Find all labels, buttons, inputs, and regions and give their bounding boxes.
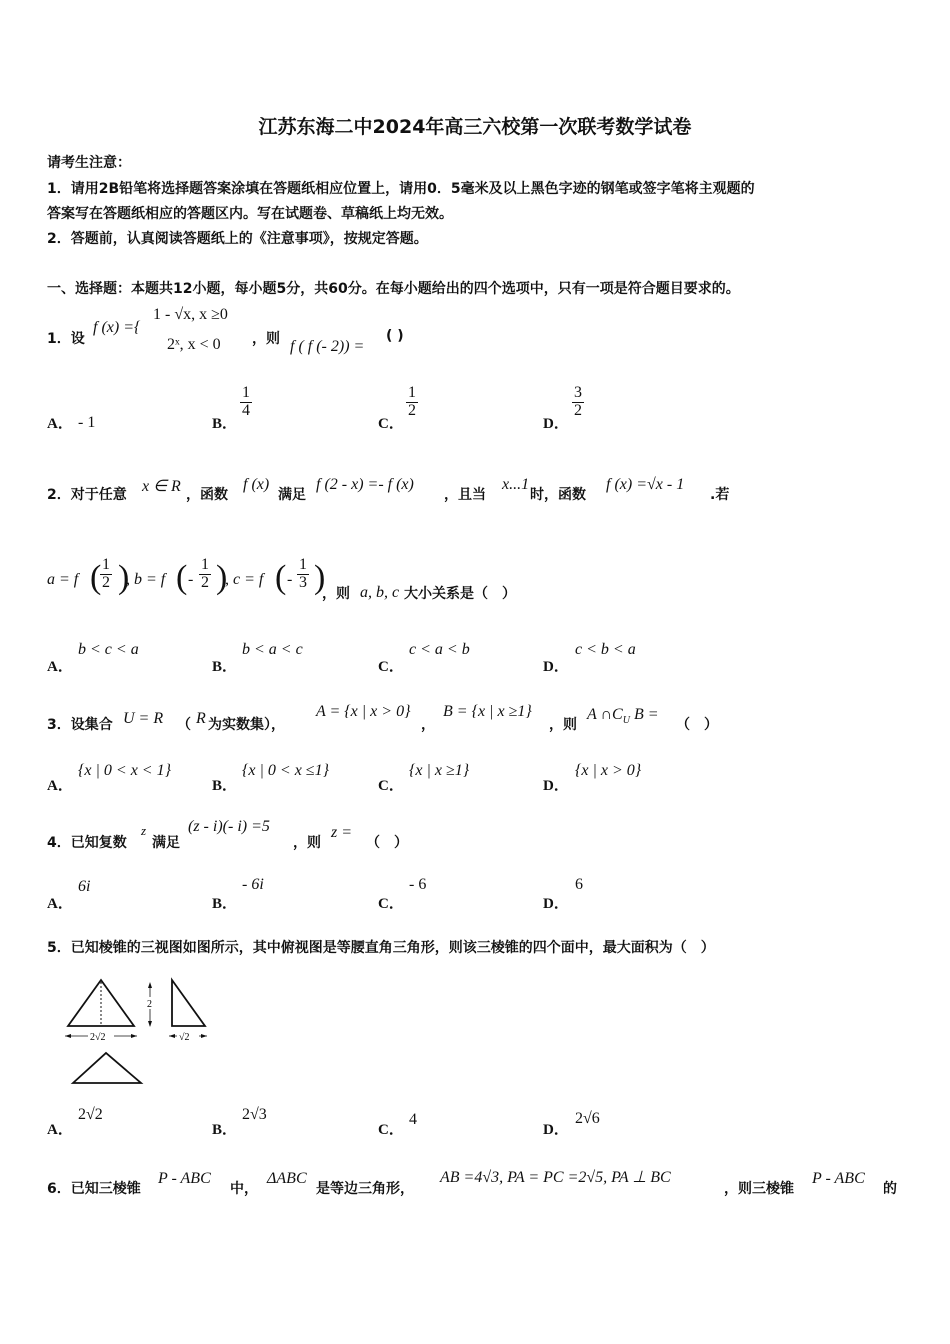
q2-option-c-letter: C． — [378, 659, 404, 675]
q1-option-d: $\frac{3}{2}$ — [574, 384, 582, 419]
q6-text-4: 的 — [883, 1181, 897, 1197]
q1-answer-paren: ( ) — [386, 328, 404, 344]
q1-option-c-letter: C． — [378, 416, 404, 432]
q2-text-1: ，函数 — [186, 487, 228, 503]
q2-a-def: a = f — [47, 571, 79, 588]
q4-option-c-letter: C． — [378, 896, 404, 912]
q4-equation: (z - i)(- i) =5 — [188, 818, 270, 835]
q1-option-a-letter: A． — [47, 416, 73, 432]
notice-item-2: 2．答题前，认真阅读答题纸上的《注意事项》，按规定答题。 — [47, 231, 428, 247]
q2-text-3: ，且当 — [444, 487, 486, 503]
q4-z-equals: z = — [331, 824, 353, 841]
q3-text-1: （ — [177, 717, 191, 733]
q1-option-b-letter: B． — [212, 416, 238, 432]
q2-frac-a: $\frac{1}{2}$ — [102, 556, 110, 591]
q1-case-1: 1 - √x, x ≥0 — [153, 306, 228, 323]
q2-domain: x ∈ R — [142, 478, 181, 495]
notice-heading: 请考生注意： — [47, 155, 131, 171]
q2-b-def: , b = f — [126, 571, 166, 588]
q4-option-c: - 6 — [409, 876, 427, 893]
q2-paren-b-open: ( — [176, 559, 188, 596]
top-view-triangle — [73, 1053, 141, 1083]
q2-frac-c: $\frac{1}{3}$ — [299, 556, 307, 591]
q5-option-d: 2√6 — [575, 1110, 600, 1127]
q5-option-a: 2√2 — [78, 1106, 103, 1123]
q3-number: 3．设集合 — [47, 717, 113, 733]
q4-option-a: 6i — [78, 878, 91, 895]
q2-paren-c-open: ( — [275, 559, 287, 596]
q3-set-b: B = {x | x ≥1} — [443, 703, 532, 720]
q2-paren-a-close: ) — [118, 559, 130, 596]
q5-option-c-letter: C． — [378, 1122, 404, 1138]
side-width-label: √2 — [179, 1032, 190, 1043]
q5-option-c: 4 — [409, 1111, 417, 1128]
q1-fx: f (x) ={ — [93, 319, 141, 336]
q2-text-4: 时，函数 — [530, 487, 586, 503]
q3-comma: ， — [421, 717, 435, 733]
q2-text-6: ，则 — [322, 586, 350, 602]
q4-text-2: ，则 — [293, 835, 321, 851]
q5-three-view-diagram — [55, 970, 225, 1090]
q2-range: x...1 — [502, 476, 530, 493]
q1-then: ，则 — [252, 331, 280, 347]
q3-expression: A $\cap C_U$ B = — [587, 706, 659, 727]
q2-option-b-letter: B． — [212, 659, 238, 675]
q1-number: 1．设 — [47, 331, 85, 347]
q4-option-d: 6 — [575, 876, 583, 893]
q2-option-b: b < a < c — [242, 641, 303, 658]
q5-option-b-letter: B． — [212, 1122, 238, 1138]
q1-case-2: 2ˣ, x < 0 — [167, 336, 221, 353]
q2-text-5: .若 — [710, 487, 730, 503]
q2-fx: f (x) — [243, 476, 270, 493]
q3-option-b-letter: B． — [212, 778, 238, 794]
q5-option-d-letter: D． — [543, 1122, 569, 1138]
q3-text-4: （ ） — [676, 717, 718, 733]
q6-text-1: 中， — [230, 1181, 258, 1197]
q6-conditions: AB =4√3, PA = PC =2√5, PA ⊥ BC — [440, 1169, 671, 1186]
section-heading: 一、选择题：本题共12小题，每小题5分，共60分。在每小题给出的四个选项中，只有一项是符合题目要求的。 — [47, 281, 740, 297]
side-view-triangle — [172, 980, 205, 1026]
q4-option-b-letter: B． — [212, 896, 238, 912]
q2-text-7: 大小关系是（ ） — [404, 586, 516, 602]
q2-number: 2．对于任意 — [47, 487, 127, 503]
q3-set-a: A = {x | x > 0} — [316, 703, 411, 720]
q1-option-d-letter: D． — [543, 416, 569, 432]
q2-variables: a, b, c — [360, 584, 400, 601]
q2-option-c: c < a < b — [409, 641, 470, 658]
q5-text: 5．已知棱锥的三视图如图所示，其中俯视图是等腰直角三角形，则该三棱锥的四个面中，最大面积为（ ） — [47, 940, 715, 956]
q4-option-d-letter: D． — [543, 896, 569, 912]
q1-option-c: $\frac{1}{2}$ — [408, 384, 416, 419]
q2-option-d: c < b < a — [575, 641, 636, 658]
q3-option-d-letter: D． — [543, 778, 569, 794]
q6-text-2: 是等边三角形， — [316, 1181, 414, 1197]
q4-option-a-letter: A． — [47, 896, 73, 912]
q1-expression: f ( f (- 2)) = — [290, 338, 365, 355]
q4-text-1: 满足 — [152, 835, 180, 851]
q2-paren-a-open: ( — [90, 559, 102, 596]
q3-option-a-letter: A． — [47, 778, 73, 794]
q1-option-b: $\frac{1}{4}$ — [242, 384, 250, 419]
q4-z: z — [141, 823, 147, 838]
q2-paren-c-close: ) — [314, 559, 326, 596]
q2-equation: f (2 - x) =- f (x) — [316, 476, 414, 493]
q1-option-a: - 1 — [78, 414, 96, 431]
q2-option-a: b < c < a — [78, 641, 139, 658]
q3-text-2: 为实数集）， — [208, 717, 285, 733]
q2-minus-c: - — [287, 571, 293, 588]
q4-number: 4．已知复数 — [47, 835, 127, 851]
q6-number: 6．已知三棱锥 — [47, 1181, 141, 1197]
q2-minus-b: - — [188, 571, 194, 588]
q6-triangle: ΔABC — [267, 1170, 307, 1187]
q4-option-b: - 6i — [242, 876, 264, 893]
q5-option-a-letter: A． — [47, 1122, 73, 1138]
exam-title: 江苏东海二中2024年高三六校第一次联考数学试卷 — [258, 116, 692, 138]
q2-definition: f (x) =√x - 1 — [606, 476, 685, 493]
q3-option-c: {x | x ≥1} — [409, 762, 470, 779]
front-width-label: 2√2 — [90, 1032, 106, 1043]
q2-frac-b: $\frac{1}{2}$ — [201, 556, 209, 591]
q4-text-3: （ ） — [366, 835, 408, 851]
q2-paren-b-close: ) — [216, 559, 228, 596]
q3-option-c-letter: C． — [378, 778, 404, 794]
q2-option-d-letter: D． — [543, 659, 569, 675]
notice-item-1-line-2: 答案写在答题纸相应的答题区内。写在试题卷、草稿纸上均无效。 — [47, 206, 453, 222]
q3-r: R — [196, 710, 206, 727]
q6-pyramid: P - ABC — [158, 1170, 211, 1187]
q3-option-b: {x | 0 < x ≤1} — [242, 762, 329, 779]
notice-item-1-line-1: 1．请用2B铅笔将选择题答案涂填在答题纸相应位置上，请用0．5毫米及以上黑色字迹的钢笔或签字笔将主观题的 — [47, 181, 755, 197]
q2-option-a-letter: A． — [47, 659, 73, 675]
height-label: 2 — [147, 999, 152, 1010]
q6-pyramid-2: P - ABC — [812, 1170, 865, 1187]
q6-text-3: ，则三棱锥 — [724, 1181, 794, 1197]
q5-option-b: 2√3 — [242, 1106, 267, 1123]
q3-universal-set: U = R — [123, 710, 164, 727]
q2-c-def: , c = f — [225, 571, 264, 588]
q2-text-2: 满足 — [278, 487, 306, 503]
q3-text-3: ，则 — [549, 717, 577, 733]
q3-option-d: {x | x > 0} — [575, 762, 642, 779]
q3-option-a: {x | 0 < x < 1} — [78, 762, 171, 779]
